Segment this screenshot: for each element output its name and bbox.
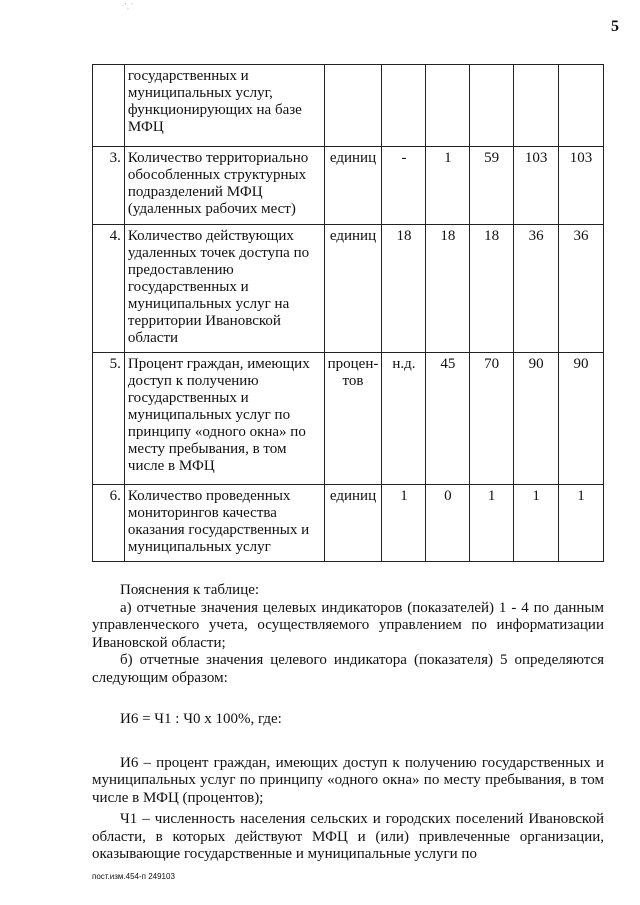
cell-v2: 0 bbox=[426, 485, 470, 562]
cell-v5 bbox=[559, 65, 604, 147]
cell-v4: 36 bbox=[514, 225, 559, 353]
page-number: 5 bbox=[611, 18, 619, 35]
cell-unit bbox=[324, 65, 382, 147]
cell-name: государственных и муниципальных услуг, функционирующих на базе МФЦ bbox=[124, 65, 324, 147]
note-b: б) отчетные значения целевого индикатора (показателя) 5 определяются следующим образом: bbox=[92, 652, 604, 686]
cell-v1 bbox=[382, 65, 426, 147]
cell-v1: 18 bbox=[382, 225, 426, 353]
cell-name: Количество проведенных мониторингов качества оказания государственных и муниципальных услуг bbox=[124, 485, 324, 562]
cell-v5: 1 bbox=[559, 485, 604, 562]
cell-n: 3. bbox=[93, 147, 125, 225]
cell-v3: 18 bbox=[470, 225, 514, 353]
indicators-table bbox=[92, 64, 604, 562]
definition-i6: И6 – процент граждан, имеющих доступ к получению государственных и муниципальных услуг по принципу «одного окна» по месту пребывания, в том числе в МФЦ (процентов); bbox=[92, 754, 604, 806]
cell-v3: 70 bbox=[470, 353, 514, 485]
cell-v2: 45 bbox=[426, 353, 470, 485]
cell-v3: 59 bbox=[470, 147, 514, 225]
table-row bbox=[93, 485, 604, 562]
cell-v2: 18 bbox=[426, 225, 470, 353]
cell-unit: единиц bbox=[324, 225, 382, 353]
table-row bbox=[93, 353, 604, 485]
table-row bbox=[93, 147, 604, 225]
cell-v5: 90 bbox=[559, 353, 604, 485]
cell-v4 bbox=[514, 65, 559, 147]
note-a: а) отчетные значения целевых индикаторов (показателей) 1 - 4 по данным управленческого учета, осуществляемого управлением по информатизации Ивановской области; bbox=[92, 599, 604, 651]
cell-v4: 1 bbox=[514, 485, 559, 562]
notes-heading: Пояснения к таблице: bbox=[120, 582, 260, 598]
cell-v3: 1 bbox=[470, 485, 514, 562]
cell-name: Количество территориально обособленных структурных подразделений МФЦ (удаленных рабочих мест) bbox=[124, 147, 324, 225]
cell-n: 4. bbox=[93, 225, 125, 353]
cell-v3 bbox=[470, 65, 514, 147]
cell-n bbox=[93, 65, 125, 147]
cell-name: Количество действующих удаленных точек доступа по предоставлению государственных и муниципальных услуг на территории Ивановской области bbox=[124, 225, 324, 353]
cell-v1: 1 bbox=[382, 485, 426, 562]
cell-name: Процент граждан, имеющих доступ к получению государственных и муниципальных услуг по принципу «одного окна» по месту пребывания, в том числе в МФЦ bbox=[124, 353, 324, 485]
cell-n: 5. bbox=[93, 353, 125, 485]
cell-v1: н.д. bbox=[382, 353, 426, 485]
cell-unit: процен-тов bbox=[324, 353, 382, 485]
cell-v2 bbox=[426, 65, 470, 147]
cell-v2: 1 bbox=[426, 147, 470, 225]
cell-v4: 103 bbox=[514, 147, 559, 225]
table-row bbox=[93, 225, 604, 353]
table-notes bbox=[92, 582, 604, 864]
document-footer: пост.изм.454-п 249103 bbox=[92, 872, 175, 881]
cell-n: 6. bbox=[93, 485, 125, 562]
cell-unit: единиц bbox=[324, 147, 382, 225]
scan-mark: ·’¸ ’ bbox=[122, 2, 134, 10]
cell-v5: 36 bbox=[559, 225, 604, 353]
definition-ch1: Ч1 – численность населения сельских и городских поселений Ивановской области, в которых действуют МФЦ и (или) привлеченные организации, оказывающие государственные и муниципальные услуги по bbox=[92, 811, 604, 862]
table-row bbox=[93, 65, 604, 147]
cell-v5: 103 bbox=[559, 147, 604, 225]
formula: И6 = Ч1 : Ч0 х 100%, где: bbox=[120, 711, 282, 727]
cell-unit: единиц bbox=[324, 485, 382, 562]
cell-v1: - bbox=[382, 147, 426, 225]
cell-v4: 90 bbox=[514, 353, 559, 485]
